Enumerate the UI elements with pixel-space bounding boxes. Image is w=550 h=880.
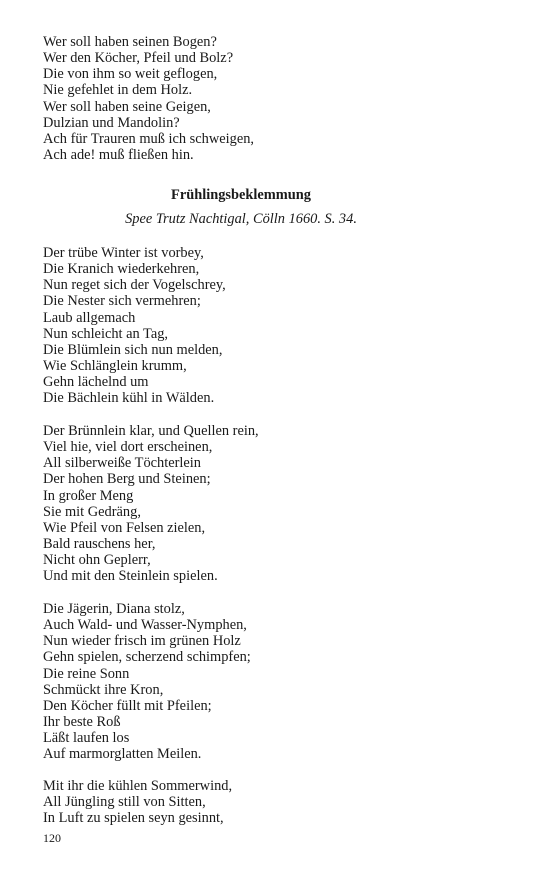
verse-line: Wie Schlänglein krumm, — [43, 357, 187, 374]
stanza-1 — [43, 245, 226, 406]
verse-line: Der trübe Winter ist vorbey, — [43, 245, 204, 261]
verse-line: Wie Pfeil von Felsen zielen, — [43, 519, 206, 536]
verse-line: Mit ihr die kühlen Sommerwind, — [43, 778, 233, 794]
verse-line: Die reine Sonn — [43, 665, 130, 682]
previous-poem-ending — [43, 34, 254, 163]
verse-line: Gehn spielen, scherzend schimpfen; — [43, 649, 251, 666]
verse-line: Sie mit Gedräng, — [43, 503, 141, 520]
verse-line: Ihr beste Roß — [43, 713, 121, 730]
verse-line: In Luft zu spielen seyn gesinnt, — [43, 810, 224, 827]
verse-line: Auch Wald- und Wasser-Nymphen, — [43, 617, 247, 634]
verse-line: Laub allgemach — [43, 309, 136, 326]
verse-line: Die von ihm so weit geflogen, — [43, 66, 218, 83]
verse-line: Gehn lächelnd um — [43, 374, 149, 391]
book-page — [43, 0, 513, 880]
verse-line: Nun reget sich der Vogelschrey, — [43, 277, 226, 294]
poem-source: Spee Trutz Nachtigal, Cölln 1660. S. 34. — [125, 211, 357, 227]
verse-line: Nie gefehlet in dem Holz. — [43, 82, 193, 99]
verse-line: Die Nester sich vermehren; — [43, 293, 201, 310]
verse-line: In großer Meng — [43, 487, 134, 504]
verse-line: Die Jägerin, Diana stolz, — [43, 601, 185, 617]
verse-line: Dulzian und Mandolin? — [43, 114, 180, 131]
stanza-3 — [43, 601, 251, 762]
verse-line: Ach ade! muß fließen hin. — [43, 146, 194, 163]
verse-line: Schmückt ihre Kron, — [43, 681, 164, 698]
stanza-4 — [43, 778, 232, 826]
verse-line: All Jüngling still von Sitten, — [43, 794, 206, 811]
verse-line: Nicht ohn Geplerr, — [43, 552, 151, 569]
stanza-2 — [43, 423, 259, 584]
verse-line: Nun schleicht an Tag, — [43, 325, 169, 342]
verse-line: Die Blümlein sich nun melden, — [43, 341, 223, 358]
verse-line: Viel hie, viel dort erscheinen, — [43, 439, 213, 456]
verse-line: Den Köcher füllt mit Pfeilen; — [43, 697, 212, 714]
verse-line: Die Kranich wiederkehren, — [43, 261, 200, 278]
verse-line: Die Bächlein kühl in Wälden. — [43, 390, 215, 407]
verse-line: Bald rauschens her, — [43, 535, 156, 552]
poem-title: Frühlingsbeklemmung — [171, 187, 311, 203]
verse-line: Ach für Trauren muß ich schweigen, — [43, 130, 255, 147]
verse-line: Und mit den Steinlein spielen. — [43, 568, 218, 585]
verse-line: All silberweiße Töchterlein — [43, 455, 201, 472]
verse-line: Läßt laufen los — [43, 730, 130, 747]
verse-line: Wer den Köcher, Pfeil und Bolz? — [43, 50, 234, 67]
verse-line: Nun wieder frisch im grünen Holz — [43, 633, 241, 650]
page-number: 120 — [43, 831, 61, 845]
verse-line: Auf marmorglatten Meilen. — [43, 746, 202, 763]
verse-line: Der Brünnlein klar, und Quellen rein, — [43, 423, 259, 439]
verse-line: Wer soll haben seinen Bogen? — [43, 34, 217, 50]
verse-line: Der hohen Berg und Steinen; — [43, 471, 211, 488]
verse-line: Wer soll haben seine Geigen, — [43, 98, 211, 115]
